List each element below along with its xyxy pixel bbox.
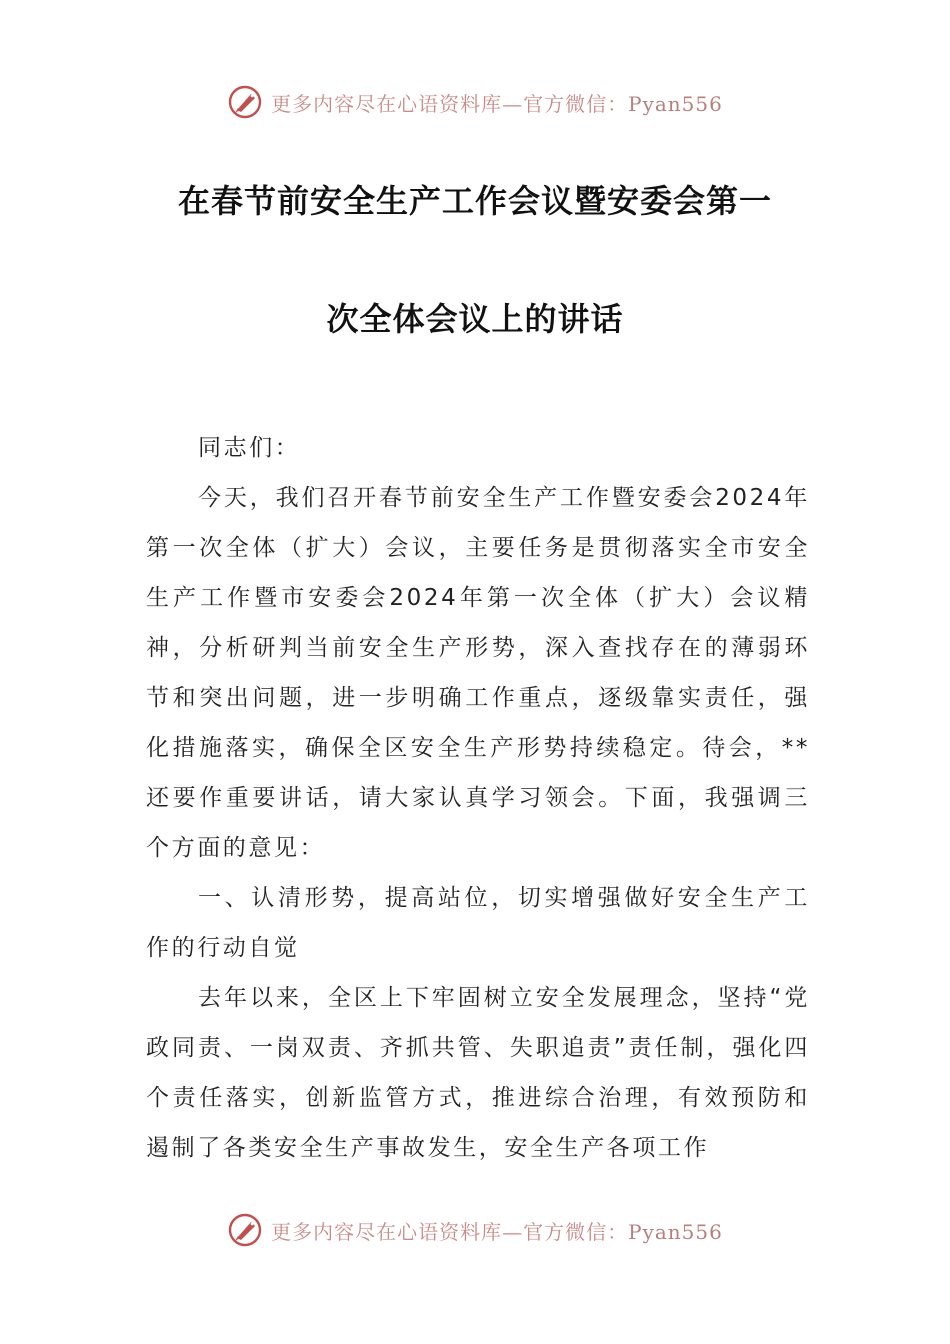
watermark-text (271, 88, 723, 117)
watermark-banner-bottom (0, 1210, 950, 1250)
watermark-label: 更多内容尽在心语资料库—官方微信： (271, 1219, 629, 1244)
document-title-line1: 在春节前安全生产工作会议暨安委会第一 (177, 182, 772, 220)
salutation: 同志们： (198, 435, 301, 461)
pen-nib-icon (227, 84, 263, 120)
watermark-contact: Pyan556 (628, 91, 723, 116)
paragraph-body: 去年以来，全区上下牢固树立安全发展理念，坚持“党政同责、一岗双责、齐抓共管、失职追责”责任制，强化四个责任落实，创新监管方式，推进综合治理，有效预防和遏制了各类安全生产事故发生，安全生产各项工作 (146, 985, 810, 1161)
watermark-label: 更多内容尽在心语资料库—官方微信： (271, 91, 629, 116)
section-heading-1: 一、认清形势，提高站位，切实增强做好安全生产工作的行动自觉 (146, 885, 810, 961)
watermark-contact: Pyan556 (628, 1219, 723, 1244)
document-title-line2: 次全体会议上的讲话 (326, 300, 624, 338)
watermark-banner-top (0, 82, 950, 122)
watermark-text (271, 1216, 723, 1245)
paragraph-intro: 今天，我们召开春节前安全生产工作暨安委会2024年第一次全体（扩大）会议，主要任务是贯彻落实全市安全生产工作暨市安委会2024年第一次全体（扩大）会议精神，分析研判当前安全生产形势，深入查找存在的薄弱环节和突出问题，进一步明确工作重点，逐级靠实责任，强化措施落实，确保全区安全生产形势持续稳定。待会，**还要作重要讲话，请大家认真学习领会。下面，我强调三个方面的意见： (146, 485, 810, 861)
pen-nib-icon (227, 1212, 263, 1248)
